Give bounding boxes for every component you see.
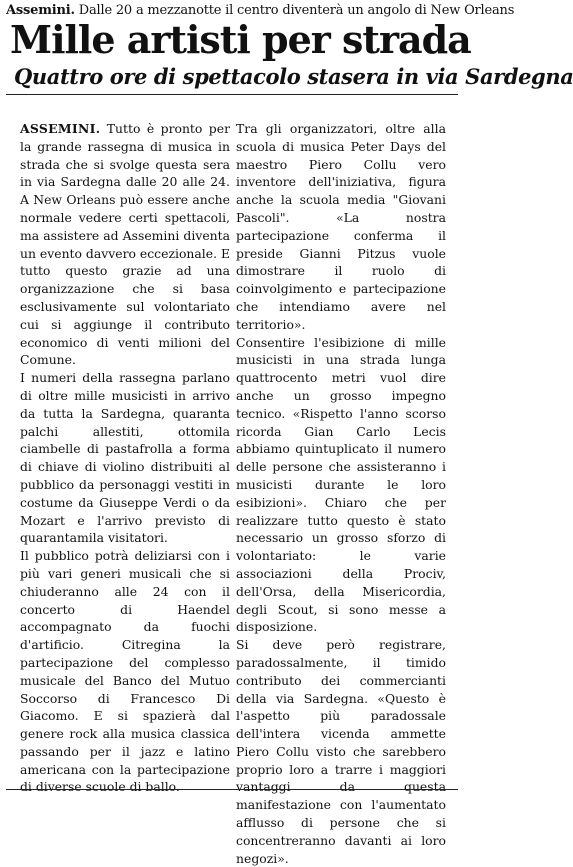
paragraph: Si deve però registrare, paradossalmente, il timido contributo dei commercianti della via Sardegna. «Questo è l'aspetto più paradossale dell'intera vicenda ammette Piero Collu visto che sarebbero proprio loro a trarre i maggiori vantaggi da questa manifestazione con l'aumentato afflusso di persone che si concentreranno davanti ai loro negozi». [236,637,446,866]
headline: Mille artisti per strada [10,17,471,62]
bottom-divider [6,789,458,790]
kicker-text: Dalle 20 a mezzanotte il centro diventerà un angolo di New Orleans [78,3,515,18]
header-divider [6,94,458,95]
article-lead: ASSEMINI. [20,121,101,136]
paragraph: I numeri della rassegna parlano di oltre mille musicisti in arrivo da tutta la Sardegna, quaranta palchi allestiti, ottomila ciambelle di pastafrolla a forma di chiave di violino distribuiti al pubblico da personaggi vestiti in costume da Giuseppe Verdi o da Mozart e l'arrivo previsto di quarantamila visitatori. [20,370,230,546]
article-column-left [20,120,230,796]
paragraph: Consentire l'esibizione di mille musicisti in una strada lunga quattrocento metri vuol dire anche un grosso impegno tecnico. «Rispetto l'anno scorso ricorda Gian Carlo Lecis abbiamo quintuplicato il numero delle persone che assisteranno i musicisti durante le loro esibizioni». Chiaro che per realizzare tutto questo è stato necessario un grosso sforzo di volontariato: le varie associazioni della Prociv, dell'Orsa, della Misericordia, degli Scout, si sono messe a disposizione. [236,334,446,635]
paragraph-text: Tutto è pronto per la grande rassegna di musica in strada che si svolge questa sera in via Sardegna dalle 20 alle 24. A New Orleans può essere anche normale vedere certi spettacoli, ma assistere ad Assemini diventa un evento davvero eccezionale. E tutto questo grazie ad una organizzazione che si basa esclusivamente sul volontariato cui si aggiunge il contributo economico di venti milioni del Comune. [20,121,230,368]
article-column-right [236,120,446,867]
subheadline: Quattro ore di spettacolo stasera in via Sardegna [14,64,573,89]
paragraph [20,120,230,369]
paragraph: Il pubblico potrà deliziarsi con i più vari generi musicali che si chiuderanno alle 24 con il concerto di Haendel accompagnato da fuochi d'artificio. Citregina la partecipazione del complesso musicale del Banco del Mutuo Soccorso di Francesco Di Giacomo. E si spazierà dal genere rock alla musica classica passando per il jazz e latino americana con la partecipazione di diverse scuole di ballo. [20,548,230,795]
paragraph: Tra gli organizzatori, oltre alla scuola di musica Peter Days del maestro Piero Collu vero inventore dell'iniziativa, figura anche la scuola media "Giovani Pascoli". «La nostra partecipazione conferma il preside Gianni Pitzus vuole dimostrare il ruolo di coinvolgimento e partecipazione che intendiamo avere nel territorio». [236,121,446,332]
kicker-place: Assemini. [6,3,75,18]
